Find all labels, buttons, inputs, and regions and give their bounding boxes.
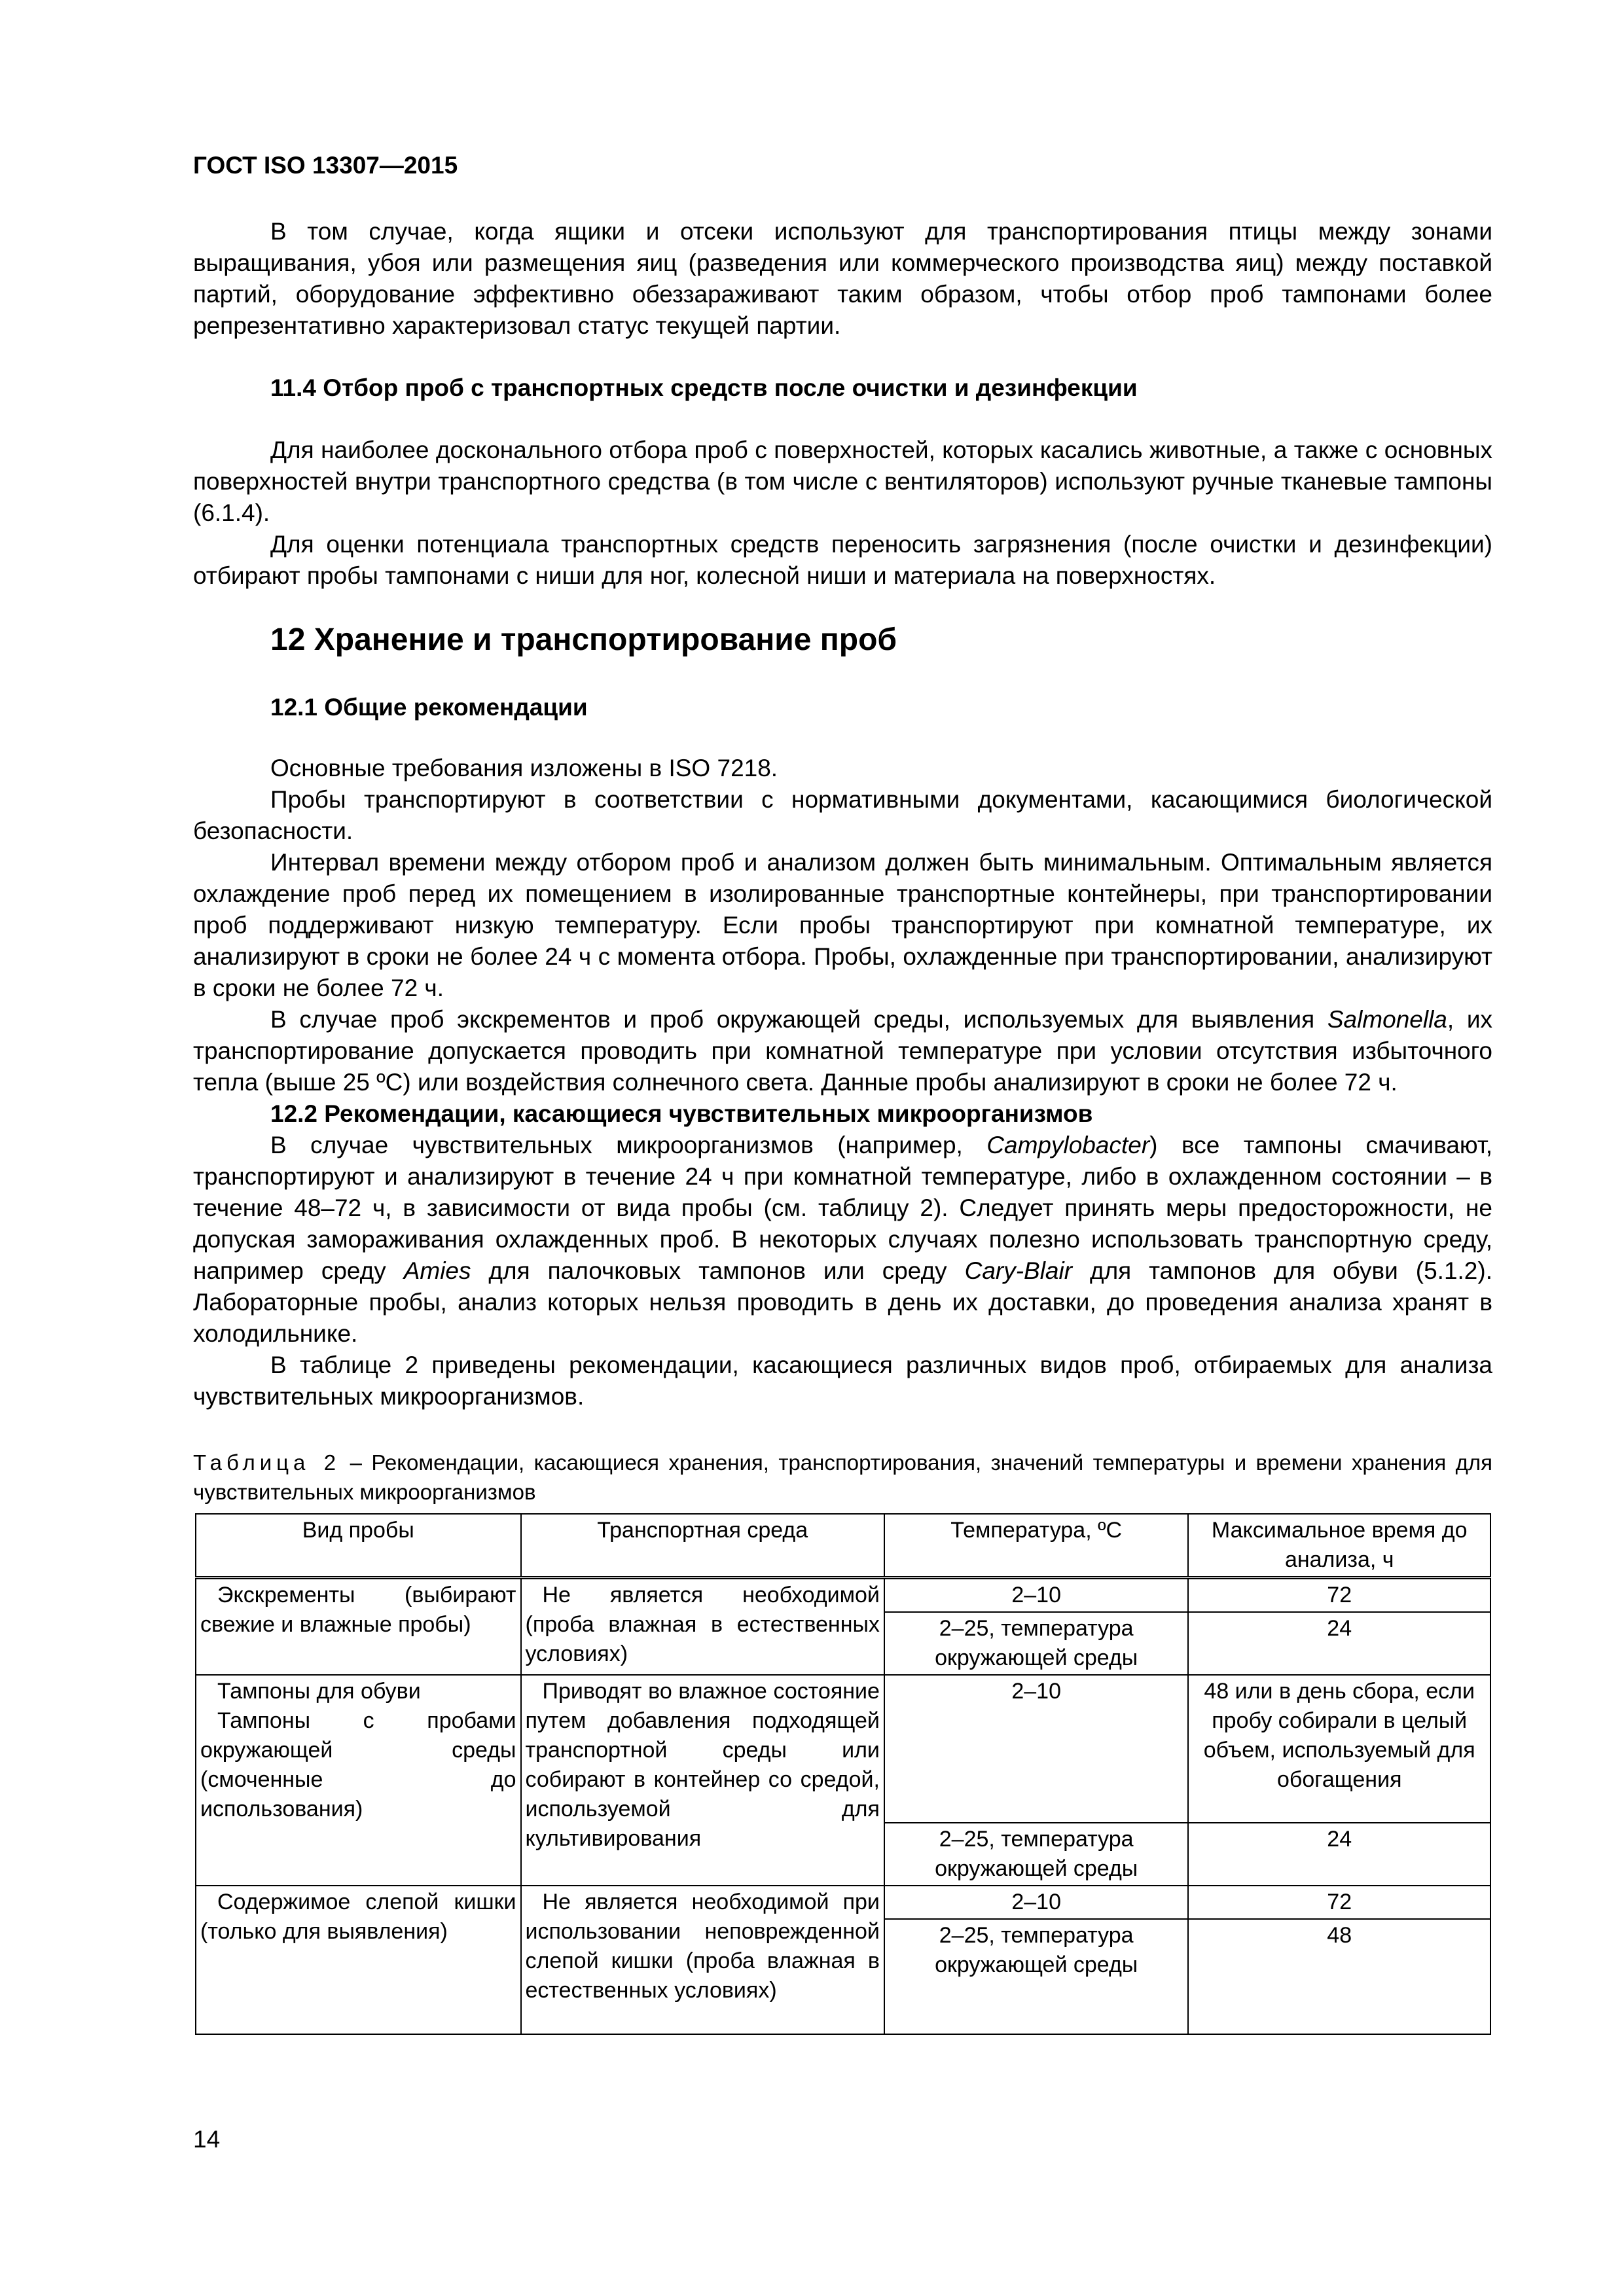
table-2-caption: Таблица 2 – Рекомендации, касающиеся хранения, транспортирования, значений температуры и времени хранения для чувствительных микроорганизмов: [193, 1450, 1492, 1504]
table-2: [195, 1513, 1491, 2035]
max-time-cell: 48 или в день сбора, если пробу собирали в целый объем, используемый для обогащения: [1188, 1675, 1490, 1823]
cary-blair-term: Cary-Blair: [964, 1257, 1073, 1284]
section-11-4-body: [193, 435, 1492, 592]
column-header: Транспортная среда: [521, 1514, 884, 1578]
sample-type-cell: Содержимое слепой кишки (только для выявления): [196, 1886, 521, 2034]
transport-medium-cell: Не является необходимой (проба влажная в естественных условиях): [521, 1578, 884, 1676]
salmonella-term: Salmonella: [1327, 1006, 1447, 1033]
max-time-cell: 24: [1188, 1612, 1490, 1675]
temperature-cell: 2–10: [884, 1886, 1189, 1919]
section-12-1-body: [193, 753, 1492, 1412]
temperature-cell: 2–25, температура окружающей среды: [884, 1919, 1189, 2034]
table-header-row: [196, 1514, 1490, 1578]
paragraph: В случае чувствительных микроорганизмов (например, Campylobacter) все тампоны смачивают, транспортируют и анализируют в течение 24 ч при комнатной температуре, либо в охлажденном состоянии – в течение 48–72 ч, в зависимости от вида пробы (см. таблицу 2). Следует принять меры предосторожности, не допуская замораживания охлажденных проб. В некоторых случаях полезно использовать транспортную среду, например среду Amies для палочковых тампонов или среду Cary-Blair для тампонов для обуви (5.1.2). Лабораторные пробы, анализ которых нельзя проводить в день их доставки, до проведения анализа хранят в холодильнике.: [193, 1132, 1492, 1347]
temperature-cell: 2–10: [884, 1578, 1189, 1613]
page-number: 14: [193, 2126, 221, 2153]
section-12-2-title: 12.2 Рекомендации, касающиеся чувствительных микроорганизмов: [270, 1100, 1093, 1127]
document-header: ГОСТ ISO 13307—2015: [193, 152, 458, 179]
table-row: [196, 1886, 1490, 1919]
temperature-cell: 2–25, температура окружающей среды: [884, 1612, 1189, 1675]
intro-section: [193, 216, 1492, 342]
max-time-cell: 48: [1188, 1919, 1490, 2034]
temperature-cell: 2–10: [884, 1675, 1189, 1823]
column-header: Температура, ºС: [884, 1514, 1189, 1578]
paragraph: Для оценки потенциала транспортных средств переносить загрязнения (после очистки и дезинфекции) отбирают пробы тампонами с ниши для ног, колесной ниши и материала на поверхностях.: [193, 531, 1492, 589]
sample-type-line: Тампоны для обуви: [217, 1679, 421, 1704]
intro-paragraph: В том случае, когда ящики и отсеки используют для транспортирования птицы между зонами выращивания, убоя или размещения яиц (разведения или коммерческого производства яиц) между поставкой партий, оборудование эффективно обеззараживают таким образом, чтобы отбор проб тампонами более репрезентативно характеризовал статус текущей партии.: [193, 218, 1492, 339]
column-header: Максимальное время до анализа, ч: [1188, 1514, 1490, 1578]
paragraph: В таблице 2 приведены рекомендации, касающиеся различных видов проб, отбираемых для анализа чувствительных микроорганизмов.: [193, 1352, 1492, 1410]
section-12-1-title: 12.1 Общие рекомендации: [270, 694, 588, 721]
campylobacter-term: Campylobacter: [986, 1132, 1150, 1158]
max-time-cell: 72: [1188, 1886, 1490, 1919]
section-11-4-title: 11.4 Отбор проб с транспортных средств после очистки и дезинфекции: [270, 374, 1138, 401]
paragraph: Для наиболее досконального отбора проб с поверхностей, которых касались животные, а также с основных поверхностей внутри транспортного средства (в том числе с вентиляторов) используют ручные тканевые тампоны (6.1.4).: [193, 437, 1492, 526]
table-row: [196, 1675, 1490, 1823]
transport-medium-cell: Приводят во влажное состояние путем добавления подходящей транспортной среды или собирают в контейнер со средой, используемой для культивирования: [521, 1675, 884, 1886]
amies-term: Amies: [403, 1257, 471, 1284]
table-2-label: Таблица 2: [193, 1450, 341, 1475]
paragraph: Пробы транспортируют в соответствии с нормативными документами, касающимися биологической безопасности.: [193, 786, 1492, 844]
max-time-cell: 24: [1188, 1823, 1490, 1886]
temperature-cell: 2–25, температура окружающей среды: [884, 1823, 1189, 1886]
column-header: Вид пробы: [196, 1514, 521, 1578]
sample-type-line: Тампоны с пробами окружающей среды (смоченные до использования): [200, 1708, 516, 1821]
max-time-cell: 72: [1188, 1578, 1490, 1613]
paragraph: Интервал времени между отбором проб и анализом должен быть минимальным. Оптимальным является охлаждение проб перед их помещением в изолированные транспортные контейнеры, при транспортировании проб поддерживают низкую температуру. Если пробы транспортируют при комнатной температуре, их анализируют в сроки не более 24 ч с момента отбора. Пробы, охлажденные при транспортировании, анализируют в сроки не более 72 ч.: [193, 849, 1492, 1001]
sample-type-cell: Экскременты (выбирают свежие и влажные пробы): [196, 1578, 521, 1676]
section-12-title: 12 Хранение и транспортирование проб: [270, 622, 897, 657]
paragraph: В случае проб экскрементов и проб окружающей среды, используемых для выявления Salmonella, их транспортирование допускается проводить при комнатной температуре при условии отсутствия избыточного тепла (выше 25 ºС) или воздействия солнечного света. Данные пробы анализируют в сроки не более 72 ч.: [193, 1006, 1492, 1096]
paragraph: Основные требования изложены в ISO 7218.: [270, 755, 778, 781]
table-row: [196, 1578, 1490, 1613]
sample-type-cell: [196, 1675, 521, 1886]
transport-medium-cell: Не является необходимой при использовании неповрежденной слепой кишки (проба влажная в естественных условиях): [521, 1886, 884, 2034]
